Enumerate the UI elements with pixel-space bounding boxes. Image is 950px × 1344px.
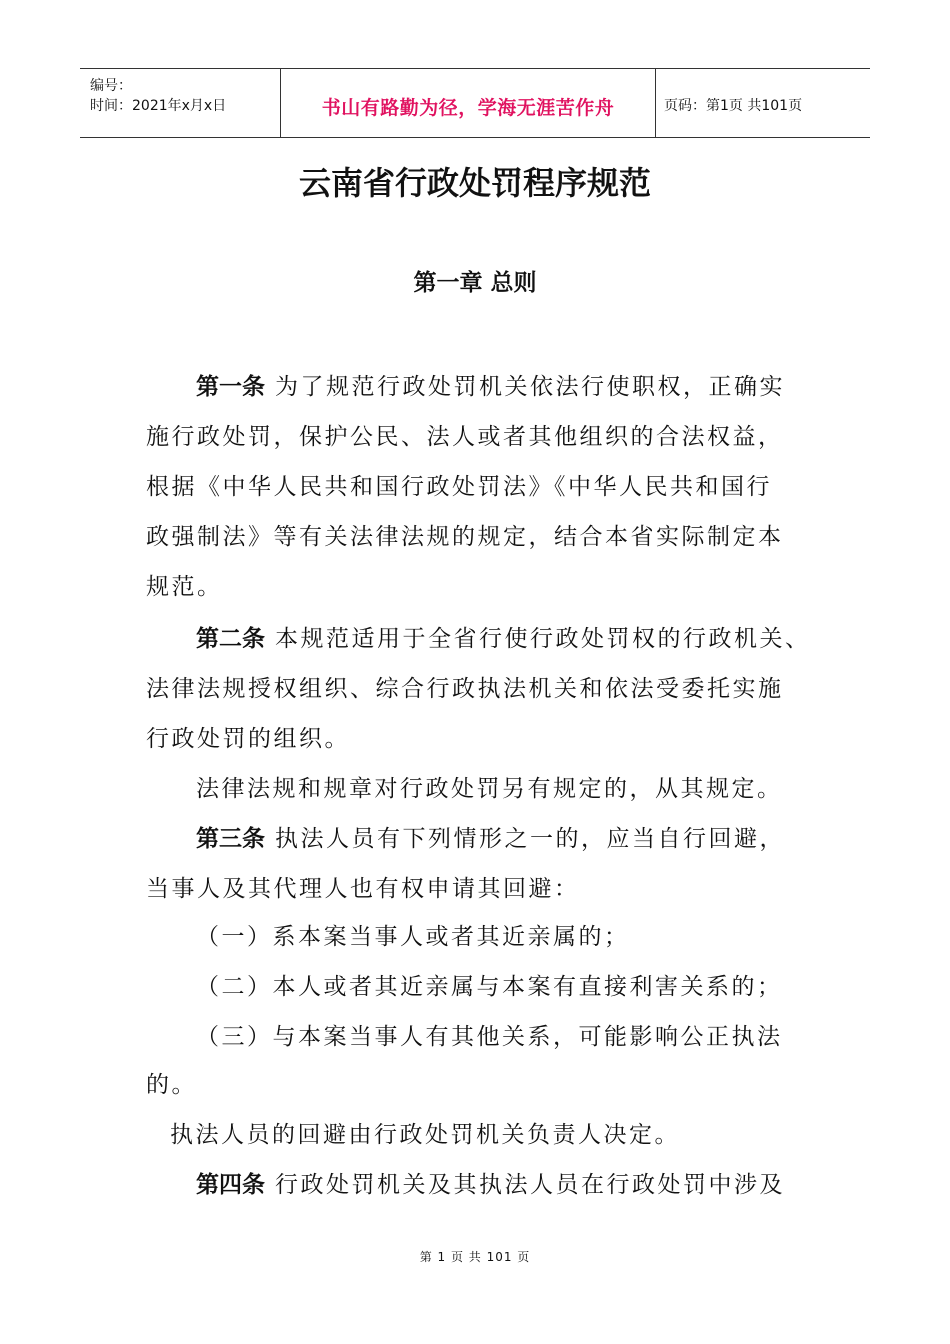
article-1-heading: 第一条 xyxy=(196,374,265,400)
article-2-line-1: 第二条 本规范适用于全省行使行政处罚权的行政机关、 xyxy=(196,626,811,652)
motto-text: 书山有路勤为径，学海无涯苦作舟 xyxy=(321,97,615,119)
article-3-item-3-cont: 的。 xyxy=(146,1072,197,1098)
chapter-heading: 第一章 总则 xyxy=(413,269,537,296)
article-4-line-1: 第四条 行政处罚机关及其执法人员在行政处罚中涉及 xyxy=(196,1172,785,1198)
header-page-cell xyxy=(656,69,870,137)
article-3-paragraph-2: 执法人员的回避由行政处罚机关负责人决定。 xyxy=(170,1122,680,1148)
article-3-item-3: （三）与本案当事人有其他关系，可能影响公正执法 xyxy=(196,1024,783,1050)
document-title: 云南省行政处罚程序规范 xyxy=(298,164,651,202)
article-3-heading: 第三条 xyxy=(196,826,265,852)
article-1-line-5: 规范。 xyxy=(146,574,223,600)
article-3-line-1: 第三条 执法人员有下列情形之一的，应当自行回避， xyxy=(196,826,785,852)
article-1-line-2: 施行政处罚，保护公民、法人或者其他组织的合法权益， xyxy=(146,424,784,450)
article-1-line-3: 根据《中华人民共和国行政处罚法》《中华人民共和国行 xyxy=(146,474,772,500)
number-label: 编号： xyxy=(90,78,132,94)
article-3-line-2: 当事人及其代理人也有权申请其回避： xyxy=(146,876,580,902)
page-footer: 第 1 页 共 101 页 xyxy=(419,1250,531,1264)
header-meta-cell xyxy=(80,69,280,137)
article-3-item-1: （一）系本案当事人或者其近亲属的； xyxy=(196,924,630,950)
article-2-heading: 第二条 xyxy=(196,626,265,652)
article-1-line-1: 第一条 为了规范行政处罚机关依法行使职权，正确实 xyxy=(196,374,785,400)
article-2-line-2: 法律法规授权组织、综合行政执法机关和依法受委托实施 xyxy=(146,676,784,702)
article-2-line-3: 行政处罚的组织。 xyxy=(146,726,350,752)
article-1-line-4: 政强制法》等有关法律法规的规定，结合本省实际制定本 xyxy=(146,524,784,550)
article-3-item-2: （二）本人或者其近亲属与本案有直接利害关系的； xyxy=(196,974,783,1000)
article-2-paragraph-2: 法律法规和规章对行政处罚另有规定的，从其规定。 xyxy=(196,776,783,802)
page-label: 页码：第1页 共101页 xyxy=(664,98,803,114)
time-label: 时间：2021年x月x日 xyxy=(90,98,227,114)
header-motto-cell xyxy=(280,69,656,137)
document-header-table xyxy=(80,68,870,138)
article-4-heading: 第四条 xyxy=(196,1172,265,1198)
